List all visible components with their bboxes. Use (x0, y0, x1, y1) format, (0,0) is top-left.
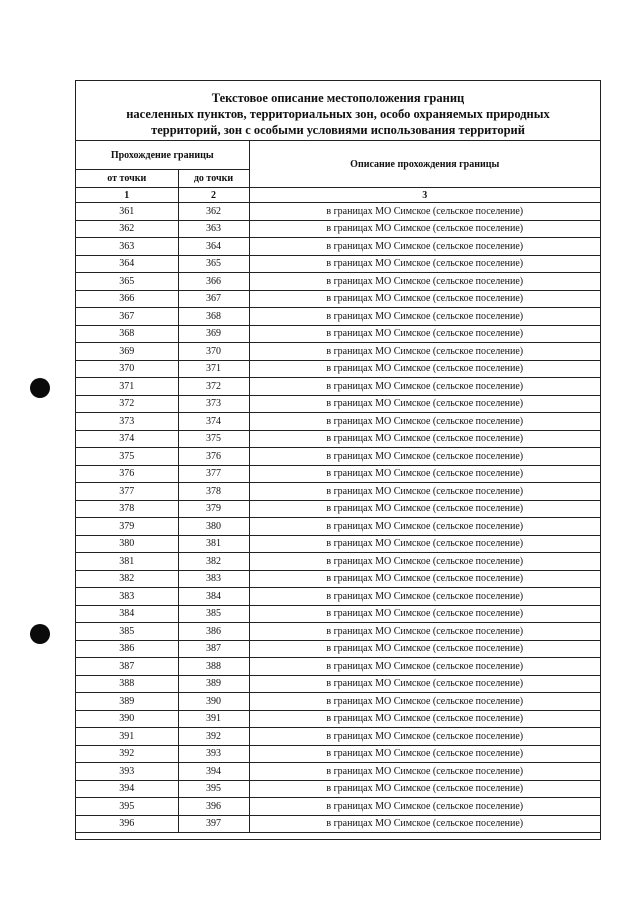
table-row (76, 290, 600, 308)
header-description: Описание прохождения границы (249, 141, 600, 188)
description-cell: в границах МО Симское (сельское поселение) (249, 448, 600, 466)
description-cell: в границах МО Симское (сельское поселение) (249, 203, 600, 221)
column-number-row (76, 188, 600, 203)
description-cell: в границах МО Симское (сельское поселение) (249, 430, 600, 448)
table-row (76, 553, 600, 571)
table-row (76, 623, 600, 641)
from-point-cell: 396 (76, 815, 178, 833)
table-row (76, 325, 600, 343)
table-row (76, 675, 600, 693)
description-cell: в границах МО Симское (сельское поселение) (249, 413, 600, 431)
description-cell: в границах МО Симское (сельское поселение) (249, 273, 600, 291)
from-point-cell: 366 (76, 290, 178, 308)
description-cell: в границах МО Симское (сельское поселение) (249, 255, 600, 273)
from-point-cell: 361 (76, 203, 178, 221)
from-point-cell: 382 (76, 570, 178, 588)
to-point-cell: 364 (178, 238, 249, 256)
description-cell: в границах МО Симское (сельское поселение) (249, 308, 600, 326)
from-point-cell: 368 (76, 325, 178, 343)
document-frame (75, 80, 601, 840)
table-row (76, 728, 600, 746)
header-boundary-passage: Прохождение границы (76, 141, 249, 170)
description-cell: в границах МО Симское (сельское поселение) (249, 220, 600, 238)
to-point-cell: 395 (178, 780, 249, 798)
from-point-cell: 380 (76, 535, 178, 553)
to-point-cell: 369 (178, 325, 249, 343)
description-cell: в границах МО Симское (сельское поселение) (249, 343, 600, 361)
table-row (76, 588, 600, 606)
to-point-cell: 385 (178, 605, 249, 623)
table-row (76, 798, 600, 816)
description-cell: в границах МО Симское (сельское поселение) (249, 693, 600, 711)
table-row (76, 255, 600, 273)
from-point-cell: 364 (76, 255, 178, 273)
description-cell: в границах МО Симское (сельское поселение) (249, 553, 600, 571)
description-cell: в границах МО Симское (сельское поселение) (249, 570, 600, 588)
to-point-cell: 386 (178, 623, 249, 641)
to-point-cell: 388 (178, 658, 249, 676)
to-point-cell: 368 (178, 308, 249, 326)
from-point-cell: 363 (76, 238, 178, 256)
to-point-cell: 362 (178, 203, 249, 221)
to-point-cell: 382 (178, 553, 249, 571)
to-point-cell: 383 (178, 570, 249, 588)
from-point-cell: 378 (76, 500, 178, 518)
to-point-cell: 366 (178, 273, 249, 291)
description-cell: в границах МО Симское (сельское поселение) (249, 605, 600, 623)
description-cell: в границах МО Симское (сельское поселение) (249, 360, 600, 378)
description-cell: в границах МО Симское (сельское поселение) (249, 465, 600, 483)
column-number: 3 (249, 188, 600, 203)
description-cell: в границах МО Симское (сельское поселение) (249, 815, 600, 833)
table-row (76, 220, 600, 238)
punch-hole (30, 624, 50, 644)
table-row (76, 745, 600, 763)
from-point-cell: 389 (76, 693, 178, 711)
from-point-cell: 387 (76, 658, 178, 676)
to-point-cell: 374 (178, 413, 249, 431)
from-point-cell: 391 (76, 728, 178, 746)
description-cell: в границах МО Симское (сельское поселение) (249, 500, 600, 518)
from-point-cell: 372 (76, 395, 178, 413)
from-point-cell: 371 (76, 378, 178, 396)
to-point-cell: 375 (178, 430, 249, 448)
description-cell: в границах МО Симское (сельское поселение) (249, 658, 600, 676)
to-point-cell: 381 (178, 535, 249, 553)
to-point-cell: 367 (178, 290, 249, 308)
to-point-cell: 380 (178, 518, 249, 536)
to-point-cell: 379 (178, 500, 249, 518)
from-point-cell: 376 (76, 465, 178, 483)
from-point-cell: 374 (76, 430, 178, 448)
from-point-cell: 373 (76, 413, 178, 431)
document-title (76, 81, 600, 141)
description-cell: в границах МО Симское (сельское поселение) (249, 395, 600, 413)
table-row (76, 360, 600, 378)
table-row (76, 640, 600, 658)
table-row (76, 378, 600, 396)
table-row (76, 815, 600, 833)
table-row (76, 780, 600, 798)
from-point-cell: 381 (76, 553, 178, 571)
table-row (76, 238, 600, 256)
description-cell: в границах МО Симское (сельское поселение) (249, 535, 600, 553)
header-from-point: от точки (76, 170, 178, 188)
table-row (76, 763, 600, 781)
from-point-cell: 377 (76, 483, 178, 501)
table-header-row (76, 141, 600, 170)
to-point-cell: 378 (178, 483, 249, 501)
to-point-cell: 376 (178, 448, 249, 466)
from-point-cell: 362 (76, 220, 178, 238)
to-point-cell: 372 (178, 378, 249, 396)
table-row (76, 483, 600, 501)
to-point-cell: 365 (178, 255, 249, 273)
description-cell: в границах МО Симское (сельское поселение) (249, 378, 600, 396)
description-cell: в границах МО Симское (сельское поселение) (249, 290, 600, 308)
to-point-cell: 373 (178, 395, 249, 413)
table-row (76, 413, 600, 431)
table-row (76, 395, 600, 413)
from-point-cell: 385 (76, 623, 178, 641)
from-point-cell: 365 (76, 273, 178, 291)
from-point-cell: 370 (76, 360, 178, 378)
to-point-cell: 396 (178, 798, 249, 816)
table-row (76, 343, 600, 361)
from-point-cell: 392 (76, 745, 178, 763)
boundary-table (76, 141, 600, 833)
to-point-cell: 389 (178, 675, 249, 693)
description-cell: в границах МО Симское (сельское поселение) (249, 623, 600, 641)
table-row (76, 693, 600, 711)
to-point-cell: 394 (178, 763, 249, 781)
column-number: 1 (76, 188, 178, 203)
from-point-cell: 386 (76, 640, 178, 658)
to-point-cell: 397 (178, 815, 249, 833)
description-cell: в границах МО Симское (сельское поселение) (249, 710, 600, 728)
from-point-cell: 383 (76, 588, 178, 606)
from-point-cell: 395 (76, 798, 178, 816)
to-point-cell: 387 (178, 640, 249, 658)
from-point-cell: 379 (76, 518, 178, 536)
from-point-cell: 367 (76, 308, 178, 326)
table-row (76, 710, 600, 728)
from-point-cell: 384 (76, 605, 178, 623)
to-point-cell: 371 (178, 360, 249, 378)
table-row (76, 273, 600, 291)
description-cell: в границах МО Симское (сельское поселение) (249, 588, 600, 606)
table-row (76, 605, 600, 623)
from-point-cell: 369 (76, 343, 178, 361)
table-row (76, 518, 600, 536)
table-row (76, 203, 600, 221)
punch-hole (30, 378, 50, 398)
to-point-cell: 363 (178, 220, 249, 238)
title-line-1: Текстовое описание местоположения границ (211, 91, 465, 105)
title-line-3: территорий, зон с особыми условиями использования территорий (151, 123, 525, 137)
description-cell: в границах МО Симское (сельское поселение) (249, 763, 600, 781)
description-cell: в границах МО Симское (сельское поселение) (249, 238, 600, 256)
from-point-cell: 390 (76, 710, 178, 728)
to-point-cell: 370 (178, 343, 249, 361)
table-row (76, 465, 600, 483)
description-cell: в границах МО Симское (сельское поселение) (249, 798, 600, 816)
description-cell: в границах МО Симское (сельское поселение) (249, 640, 600, 658)
to-point-cell: 377 (178, 465, 249, 483)
from-point-cell: 388 (76, 675, 178, 693)
description-cell: в границах МО Симское (сельское поселение) (249, 518, 600, 536)
to-point-cell: 391 (178, 710, 249, 728)
from-point-cell: 393 (76, 763, 178, 781)
description-cell: в границах МО Симское (сельское поселение) (249, 780, 600, 798)
table-row (76, 448, 600, 466)
to-point-cell: 392 (178, 728, 249, 746)
description-cell: в границах МО Симское (сельское поселение) (249, 675, 600, 693)
table-row (76, 500, 600, 518)
title-line-2: населенных пунктов, территориальных зон, особо охраняемых природных (126, 107, 550, 121)
table-row (76, 308, 600, 326)
table-row (76, 535, 600, 553)
description-cell: в границах МО Симское (сельское поселение) (249, 745, 600, 763)
to-point-cell: 384 (178, 588, 249, 606)
header-to-point: до точки (178, 170, 249, 188)
to-point-cell: 393 (178, 745, 249, 763)
from-point-cell: 394 (76, 780, 178, 798)
table-row (76, 430, 600, 448)
column-number: 2 (178, 188, 249, 203)
description-cell: в границах МО Симское (сельское поселение) (249, 483, 600, 501)
description-cell: в границах МО Симское (сельское поселение) (249, 728, 600, 746)
description-cell: в границах МО Симское (сельское поселение) (249, 325, 600, 343)
table-row (76, 658, 600, 676)
table-row (76, 570, 600, 588)
to-point-cell: 390 (178, 693, 249, 711)
from-point-cell: 375 (76, 448, 178, 466)
